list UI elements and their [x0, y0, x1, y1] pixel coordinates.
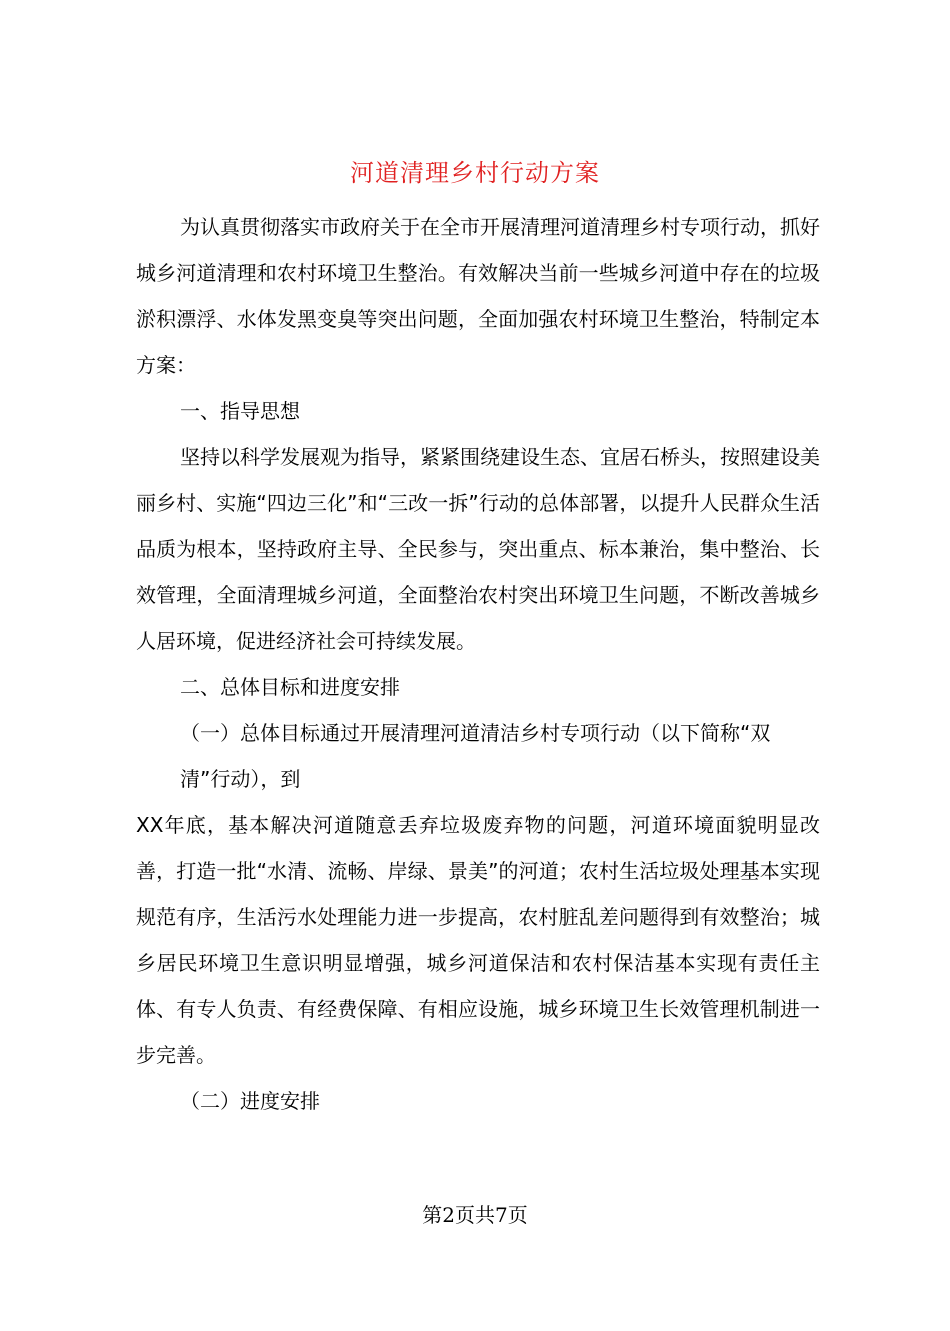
- section-2-sub2-heading: （二）进度安排: [180, 1089, 320, 1113]
- document-body: [136, 204, 820, 1124]
- intro-paragraph: 为认真贯彻落实市政府关于在全市开展清理河道清理乡村专项行动，抓好城乡河道清理和农村环境卫生整治。有效解决当前一些城乡河道中存在的垃圾淤积漂浮、水体发黑变臭等突出问题，全面加强农村环境卫生整治，特制定本方案：: [136, 215, 820, 377]
- section-2-sub1-line2: 清”行动），到: [180, 767, 301, 791]
- section-2-sub1-paragraph: XX年底，基本解决河道随意丢弃垃圾废弃物的问题，河道环境面貌明显改善，打造一批“水清、流畅、岸绿、景美”的河道；农村生活垃圾处理基本实现规范有序，生活污水处理能力进一步提高，农村脏乱差问题得到有效整治；城乡居民环境卫生意识明显增强，城乡河道保洁和农村保洁基本实现有责任主体、有专人负责、有经费保障、有相应设施，城乡环境卫生长效管理机制进一步完善。: [136, 813, 820, 1067]
- section-1-heading: 一、指导思想: [180, 399, 300, 423]
- section-2-sub1-line1: （一）总体目标通过开展清理河道清洁乡村专项行动（以下简称“双: [180, 721, 771, 745]
- section-1-paragraph: 坚持以科学发展观为指导，紧紧围绕建设生态、宜居石桥头，按照建设美丽乡村、实施“四边三化”和“三改一拆”行动的总体部署，以提升人民群众生活品质为根本，坚持政府主导、全民参与，突出重点、标本兼治，集中整治、长效管理，全面清理城乡河道，全面整治农村突出环境卫生问题，不断改善城乡人居环境，促进经济社会可持续发展。: [136, 445, 820, 653]
- section-2-heading: 二、总体目标和进度安排: [180, 675, 400, 699]
- document-title: 河道清理乡村行动方案: [350, 159, 600, 187]
- page-number-footer: 第2页共7页: [422, 1203, 528, 1227]
